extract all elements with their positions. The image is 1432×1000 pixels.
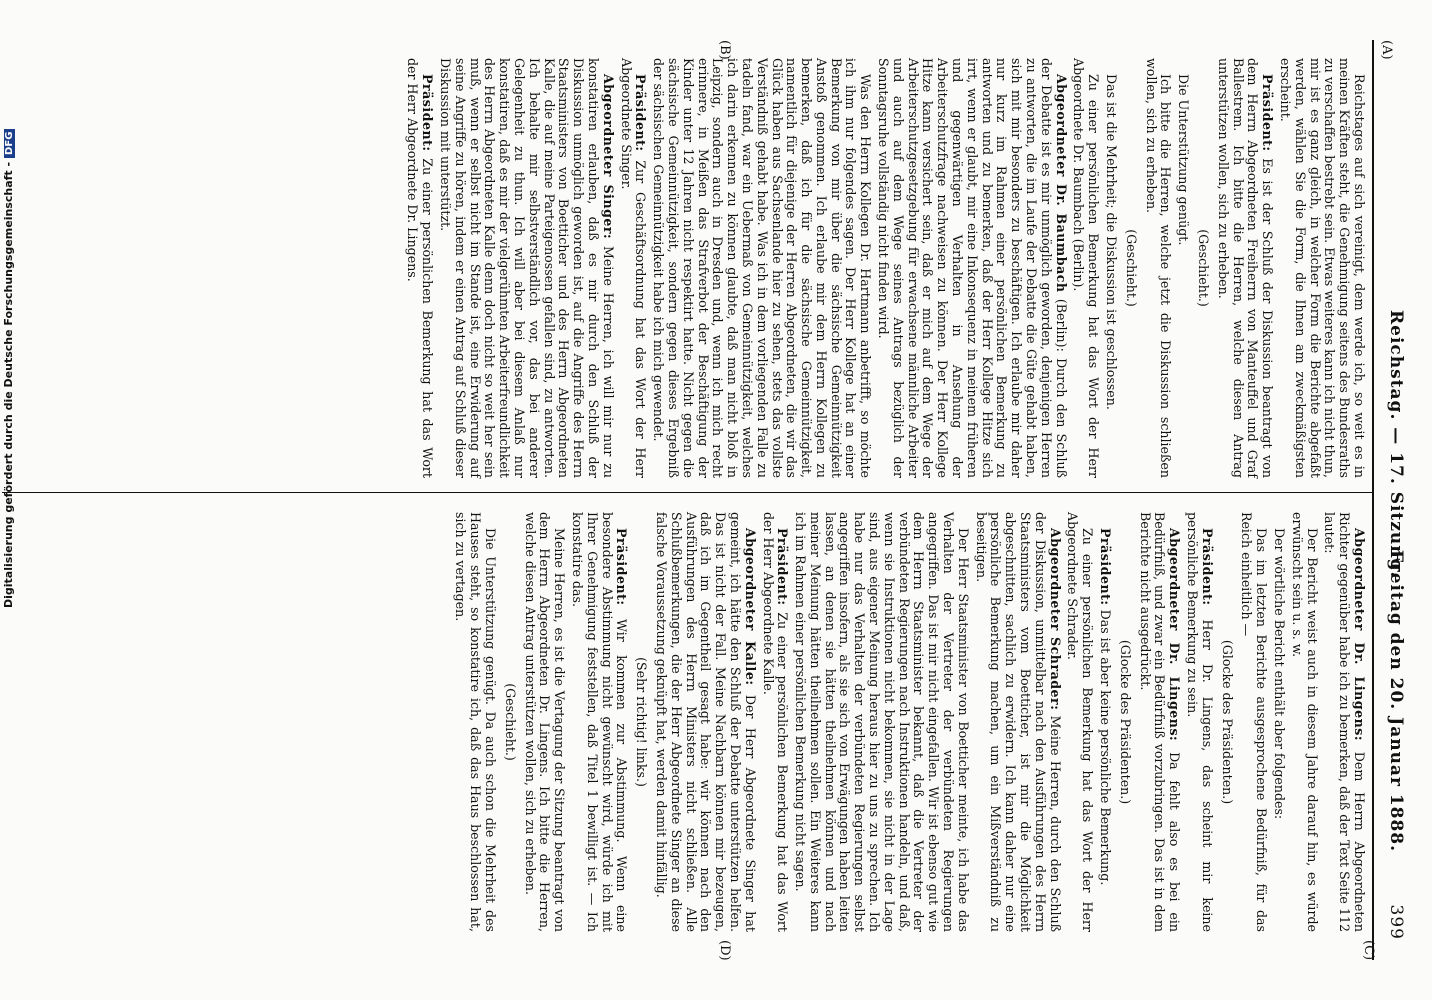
paragraph-text: Der wörtliche Bericht enthält aber folgendes: xyxy=(1272,528,1288,820)
paragraph-text: Herr Dr. Lingens, das scheint mir keine persönliche Bemerkung zu sein. xyxy=(1185,512,1215,932)
paragraph-text: Zu einer persönlichen Bemerkung hat das Wort der Herr Abgeordnete Kalle. xyxy=(760,512,791,932)
header-left: Reichstag. — 17. Sitzung. xyxy=(1386,310,1406,579)
speaker-name: Abgeordneter Singer: xyxy=(600,74,616,240)
speaker-name: Präsident: xyxy=(420,74,436,152)
paragraph xyxy=(1097,512,1112,932)
paragraph xyxy=(760,512,790,932)
paragraph-text: Der Bericht weist auch in diesem Jahre darauf hin, es würde erwünscht sein u. s. w. xyxy=(1289,512,1320,932)
paragraph xyxy=(618,58,648,478)
speaker-name: Präsident: xyxy=(1260,74,1276,152)
paragraph xyxy=(1219,512,1234,932)
speaker-name: Abgeordneter Dr. Lingens: xyxy=(1352,528,1367,742)
speaker-name: Präsident: xyxy=(633,74,649,152)
paragraph xyxy=(453,512,497,932)
paragraph-text: (Geschieht.) xyxy=(1196,229,1212,307)
paragraph-text: (Glocke des Präsidenten.) xyxy=(1219,639,1235,805)
dfg-logo: DFG xyxy=(4,129,15,158)
paragraph-text: Meine Herren, ich will mir nur zu konstatiren erlauben, daß es mir durch den Schluß der Diskussion unmöglich geworden ist, auf die Angriffe des Herrn Staatsministers von Boetticher und des Herrn Abgeordneten Kalle, die auf meine Parteigenossen gefallen sind, zu antworten. Ich behalte mir selbstverständlich vor, das bei anderer Gelegenheit zu thun. Ich will aber bei diesem Anlaß nur konstatiren, daß es mir der vielgerühmten Arbeiterfreundlichkeit des Herrn Abgeordneten Kalle denn doch nicht so weit her sein muß, wenn er selbst nicht im Stande ist, eine Erwiderung auf seine Angriffe zu hören, indem er einen Antrag auf Schluß dieser Diskussion mit unterstützt. xyxy=(437,58,616,478)
paragraph xyxy=(437,58,615,478)
digitization-credit xyxy=(2,131,16,608)
header-right: Freitag den 20. Januar 1888. xyxy=(1386,550,1406,853)
speaker-name: Präsident: xyxy=(1098,528,1114,606)
paragraph xyxy=(1103,58,1118,478)
paragraph-text: Meine Herren, durch den Schluß der Diskussion, unmittelbar nach den Ausführungen des Herrn Staatsministers vom Boetticher, ist mir die Möglichkeit abgeschnitten, sachlich zu erwidern. Ich kann daher nur eine persönliche Bemerkung machen, um ein Mißverständniß zu beseitigen. xyxy=(973,512,1063,932)
paragraph xyxy=(792,512,970,932)
paragraph-text: Die Unterstützung genügt. xyxy=(1176,74,1192,246)
paragraph-text: Was den Herrn Kollegen Dr. Hartmann anbetrifft, so möchte ich ihm nur folgendes sagen. Der Herr Kollege hat an einer Bemerkung von mir über die sächsische Gemeinnützigkeit Anstoß genommen. Ich erlaube mir dem Herrn Kollegen zu bemerken, daß ich für die sächsische Gemeinnützigkeit, namentlich für diejenige der Herren Abgeordneten, die wir das Glück haben aus Sachsenlande hier zu sehen, stets das vollste Verständniß gehabt habe. Was ich in dem vorliegenden Falle zu tadeln fand, war ein Uebermaß von Gemeinnützigkeit, welches ich darin erkennen zu können glaubte, daß man nicht bloß in Leipzig, sondern auch in Dresden und, wenn ich mich recht erinnere, in Meißen das Strafverbot der Beschäftigung der Kinder unter 12 Jahren nicht respektirt hatte. Nicht gegen die sächsische Gemeinnützigkeit, sondern gegen dieses Ergebniß der sächsischen Gemeinnützigkeit habe ich mich gewendet. xyxy=(651,58,874,478)
paragraph xyxy=(1184,512,1214,932)
paragraph xyxy=(1117,512,1132,932)
margin-mark-a: (A) xyxy=(1379,40,1394,60)
column-divider xyxy=(2,492,1372,493)
paragraph-text: (Berlin): Durch den Schluß der Debatte ist es mir unmöglich geworden, denjenigen Herren zu antworten, die im Laufe der Debatte die Güte gehabt haben, sich mit mir besonders zu beschäftigen. Ich erlaube mir daher nur kurz im Rahmen einer persönlichen Bemerkung zu antworten und zu bemerken, daß der Herr Kollege Hitze sich irrt, wenn er glaubt, mir eine Inkonsequenz in meinem früheren und gegenwärtigen Verhalten in Ansehung der Arbeiterschutzfrage nachweisen zu können. Der Herr Kollege Hitze kann versichert sein, daß er mich auf dem Wege der Arbeiterschutzgesetzgebung für erwachsene männliche Arbeiter und auch auf dem Wege seines Antrags bezüglich der Sonntagsruhe vollständig nicht finden wird. xyxy=(876,58,1069,479)
paragraph-text: Zu einer persönlichen Bemerkung hat das Wort der Herr Abgeordnete Dr. Lingens. xyxy=(405,58,436,478)
paragraph-text: Reichstages auf sich vereinigt, dem werde ich, so weit es in meinen Kräften steht, die Genehmigung seitens des Bundesraths zu verschaffen bestrebt sein. Etwas weiteres kann ich nicht thun, mir ist es ganz gleich, in welcher Form die Berichte abgefaßt werden, wählen Sie die Form, die Ihnen am zweckmäßigsten erscheint. xyxy=(1278,58,1367,478)
paragraph xyxy=(1271,512,1286,932)
paragraph xyxy=(1123,58,1138,478)
paragraph-text: Es ist der Schluß der Diskussion beantragt von dem Herrn Abgeordneten Freiherrn von Manteuffel und Graf Ballestrem. Ich bitte die Herren, welche diesen Antrag unterstützen wollen, sich zu erheben. xyxy=(1215,58,1276,478)
speaker-name: Abgeordneter Schrader: xyxy=(1047,528,1063,711)
paragraph-text: Die Unterstützung genügt. Da auch schon die Mehrheit des Hauses steht, so konstatire ich, daß das Haus beschlossen hat, sich zu vertagen. xyxy=(453,512,498,932)
speaker-name: Präsident: xyxy=(1199,528,1215,606)
paragraph-text: Das ist aber keine persönliche Bemerkung. xyxy=(1098,605,1114,886)
paragraph-text: (Sehr richtig! links.) xyxy=(634,657,650,787)
paragraph xyxy=(569,512,628,932)
paragraph-text: Wir kommen zur Abstimmung. Wenn eine besondere Abstimmung nicht gewünscht wird, würde ich mit Ihrer Genehmigung feststellen, daß Titel 1 bewilligt ist. — Ich konstatire das. xyxy=(569,512,630,932)
speaker-name: Präsident: xyxy=(614,528,630,606)
paragraph xyxy=(1065,512,1095,932)
header-rule xyxy=(1372,40,1374,960)
paragraph xyxy=(522,512,566,932)
paragraph-text: Der Herr Abgeordnete Singer hat gemeint, ich hätte den Schluß der Debatte unterstützen helfen. Das ist nicht der Fall. Meine Nachbarn können mir bezeugen, daß ich im Gegentheil gesagt habe: wir können nach den Ausführungen des Herrn Ministers nicht schließen. Alle Schlußbemerkungen, die der Herr Abgeordnete Singer an diese falsche Voraussetzung geknüpft hat, werden damit hinfällig. xyxy=(653,512,758,932)
margin-mark-b: (B) xyxy=(717,40,732,60)
paragraph xyxy=(633,512,648,932)
paragraph-text: Dem Herrn Abgeordneten Richter gegenüber habe ich zu bemerken, daß der Text Seite 112 lautet: xyxy=(1322,512,1367,932)
speaker-name: Abgeordneter Dr. Lingens: xyxy=(1167,528,1183,742)
speaker-name: Abgeordneter Dr. Baumbach xyxy=(1053,74,1069,293)
paragraph-text: Da fehlt also es bei ein Bedürfniß, und zwar ein Bedürfniß vorzubringen. Das ist in dem Berichte nicht ausgedrückt. xyxy=(1137,512,1183,932)
paragraph-text: Ich bitte die Herren, welche jetzt die Diskussion schließen wollen, sich zu erheben. xyxy=(1143,58,1174,478)
paragraph-text: (Geschieht.) xyxy=(502,683,518,761)
paragraph xyxy=(973,512,1062,932)
paragraph-text: Das ist die Mehrheit; die Diskussion ist geschlossen. xyxy=(1104,74,1120,410)
paragraph xyxy=(1195,58,1210,478)
speaker-name: Abgeordneter Kalle: xyxy=(742,528,758,686)
paragraph xyxy=(653,512,757,932)
credit-text: Digitalisierung gefördert durch die Deutsche Forschungsgemeinschaft - xyxy=(2,161,15,608)
paragraph xyxy=(1215,58,1274,478)
paragraph xyxy=(1175,58,1190,478)
paragraph xyxy=(405,58,435,478)
paragraph xyxy=(875,58,1067,478)
margin-mark-d: (D) xyxy=(717,940,732,961)
paragraph xyxy=(1322,512,1366,932)
paragraph xyxy=(1289,512,1319,932)
paragraph-text: Der Herr Staatsminister von Boetticher meinte, ich habe das Verhalten der Vertreter der verbündeten Regierungen angegriffen. Das ist mir nicht eingefallen. Wir ist ebenso gut wie dem Herrn Staatsminister bekannt, daß die Vertreter der verbündeten Regierungen nach Instruktionen handeln, und daß, wenn sie Instruktionen nicht bekommen, sie nicht in der Lage sind, aus eigener Meinung heraus hier zu uns zu sprechen. Ich habe nur das Verhalten der verbündeten Regierungen selbst angegriffen insofern, als sie sich von Erwägungen haben leiten lassen, an denen sie hätten theilnehmen können und nach meiner Meinung hätten theilnehmen sollen. Ein Weiteres kann ich im Rahmen einer persönlichen Bemerkung nicht sagen. xyxy=(793,512,971,932)
paragraph-text: (Glocke des Präsidenten.) xyxy=(1117,639,1133,805)
paragraph xyxy=(502,512,517,932)
paragraph-text: Zu einer persönlichen Bemerkung hat das Wort der Herr Abgeordnete Schrader. xyxy=(1065,512,1096,932)
paragraph xyxy=(1071,58,1101,478)
page-number: 399 xyxy=(1386,904,1406,940)
paragraph-text: Meine Herren, es ist die Vertagung der Sitzung beantragt von dem Herrn Abgeordneten Dr. Lingens. Ich bitte die Herren, welche diesen Antrag unterstützen wollen, sich zu erheben. xyxy=(522,512,568,932)
running-header xyxy=(1376,60,1406,940)
speaker-name: Präsident: xyxy=(775,528,791,606)
paragraph-text: (Geschieht.) xyxy=(1123,229,1139,307)
paragraph xyxy=(650,58,872,478)
paragraph xyxy=(1137,512,1181,932)
paragraph-text: Zu einer persönlichen Bemerkung hat das Wort der Herr Abgeordnete Dr. Baumbach (Berlin). xyxy=(1071,58,1102,478)
margin-mark-c: (C) xyxy=(1361,940,1376,961)
right-column xyxy=(450,512,1366,932)
paragraph xyxy=(1277,58,1366,478)
paragraph-text: Zur Geschäftsordnung hat das Wort der Herr Abgeordnete Singer. xyxy=(618,58,649,478)
paragraph xyxy=(1239,512,1269,932)
left-column xyxy=(402,58,1366,478)
paragraph xyxy=(1143,58,1173,478)
paragraph-text: Das im letzten Berichte ausgesprochene Bedürfniß, für das Reich einheitlich — xyxy=(1239,512,1270,932)
